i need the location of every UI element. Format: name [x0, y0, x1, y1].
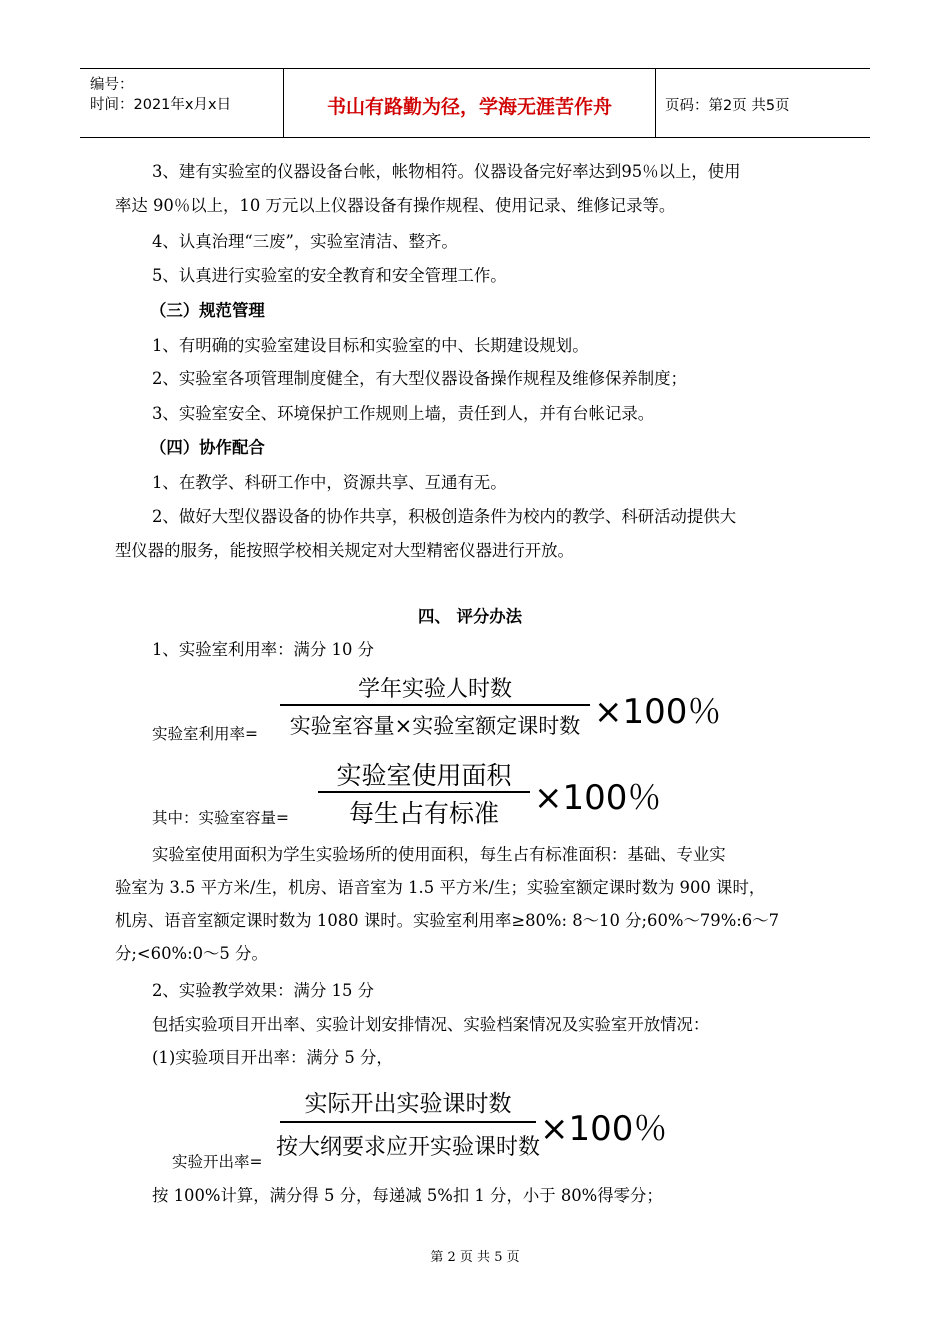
- paragraph-line: 3、实验室安全、环境保护工作规则上墙，责任到人，并有台帐记录。: [152, 404, 655, 423]
- header-motto-cell: [283, 69, 656, 137]
- paragraph-line: 包括实验项目开出率、实验计划安排情况、实验档案情况及实验室开放情况：: [152, 1015, 710, 1034]
- section-title: 四、 评分办法: [418, 607, 523, 626]
- paragraph-line: 2、实验教学效果：满分 15 分: [152, 981, 375, 1000]
- fraction-bar: [280, 1121, 536, 1123]
- motto-text: 书山有路勤为径，学海无涯苦作舟: [326, 96, 612, 118]
- formula-label: 实验室利用率=: [152, 725, 258, 743]
- number-label: 编号：: [90, 77, 134, 93]
- paragraph-line: 1、有明确的实验室建设目标和实验室的中、长期建设规划。: [152, 336, 589, 355]
- paragraph-line: 型仪器的服务，能按照学校相关规定对大型精密仪器进行开放。: [115, 541, 574, 560]
- section-heading: （三）规范管理: [150, 301, 265, 320]
- formula-label: 实验开出率=: [172, 1153, 263, 1171]
- fraction-bar: [280, 704, 590, 706]
- formula-multiplier: ×100％: [534, 778, 662, 818]
- paragraph-line: 分;<60%:0～5 分。: [115, 944, 268, 963]
- time-label: 时间：2021年x月x日: [90, 97, 232, 113]
- paragraph-line: 3、建有实验室的仪器设备台帐，帐物相符。仪器设备完好率达到95％以上，使用: [152, 162, 741, 181]
- page-footer: 第 2 页 共 5 页: [430, 1250, 520, 1265]
- header-meta-cell: [80, 69, 282, 137]
- formula-label: 其中：实验室容量=: [152, 809, 289, 827]
- paragraph-line: (1)实验项目开出率：满分 5 分，: [152, 1048, 393, 1067]
- page-header: [80, 68, 870, 138]
- paragraph-line: 按 100%计算，满分得 5 分，每递减 5%扣 1 分，小于 80%得零分；: [152, 1186, 663, 1205]
- paragraph-line: 1、在教学、科研工作中，资源共享、互通有无。: [152, 473, 507, 492]
- page-label: 页码：第2页 共5页: [665, 98, 790, 114]
- paragraph-line: 1、实验室利用率：满分 10 分: [152, 640, 375, 659]
- formula-multiplier: ×100％: [540, 1109, 668, 1149]
- paragraph-line: 4、认真治理“三废”，实验室清洁、整齐。: [152, 232, 458, 251]
- header-page-cell: [655, 69, 870, 137]
- formula-denominator: 每生占有标准: [348, 799, 499, 828]
- fraction-bar: [318, 791, 530, 793]
- paragraph-line: 2、实验室各项管理制度健全，有大型仪器设备操作规程及维修保养制度；: [152, 369, 687, 388]
- paragraph-line: 2、做好大型仪器设备的协作共享，积极创造条件为校内的教学、科研活动提供大: [152, 507, 737, 526]
- paragraph-line: 机房、语音室额定课时数为 1080 课时。实验室利用率≥80%: 8～10 分;60%～79%:6～7: [115, 911, 780, 930]
- formula-denominator: 实验室容量×实验室额定课时数: [289, 714, 581, 738]
- paragraph-line: 率达 90％以上，10 万元以上仪器设备有操作规程、使用记录、维修记录等。: [115, 196, 676, 215]
- paragraph-line: 实验室使用面积为学生实验场所的使用面积，每生占有标准面积：基础、专业实: [152, 845, 726, 864]
- formula-multiplier: ×100％: [594, 692, 722, 732]
- formula-numerator: 实际开出实验课时数: [304, 1091, 512, 1117]
- formula-denominator: 按大纲要求应开实验课时数: [276, 1135, 541, 1160]
- paragraph-line: 验室为 3.5 平方米/生，机房、语音室为 1.5 平方米/生；实验室额定课时数为 900 课时，: [115, 878, 766, 897]
- paragraph-line: 5、认真进行实验室的安全教育和安全管理工作。: [152, 266, 507, 285]
- formula-numerator: 学年实验人时数: [357, 677, 512, 702]
- formula-numerator: 实验室使用面积: [336, 761, 512, 790]
- section-heading: （四）协作配合: [150, 438, 265, 457]
